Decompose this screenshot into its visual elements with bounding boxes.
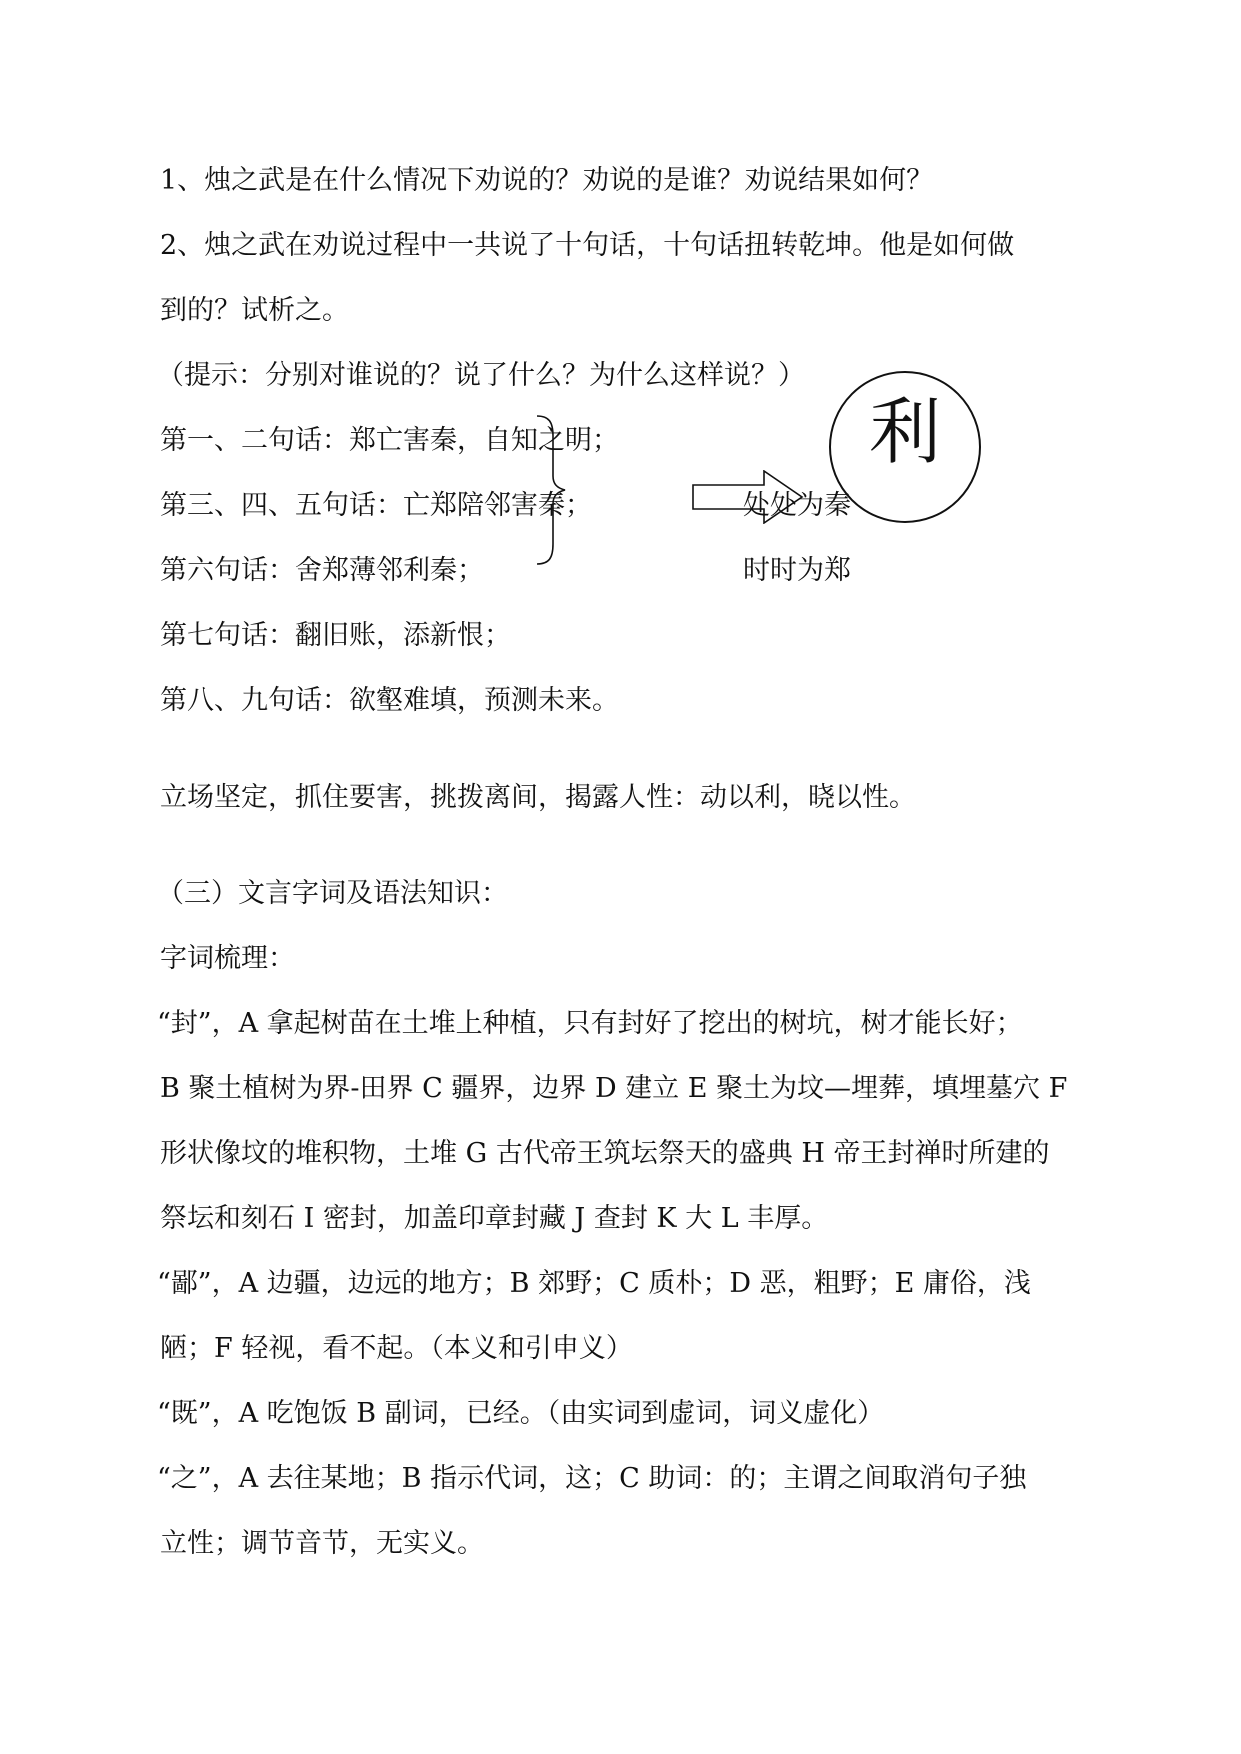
badge-character: 利 — [868, 390, 941, 474]
zhi-line-2: 立性；调节音节，无实义。 — [160, 1528, 484, 1559]
bi-line-2: 陋；F 轻视，看不起。（本义和引申义） — [160, 1333, 633, 1364]
feng-line-4: 祭坛和刻石 I 密封，加盖印章封藏 J 查封 K 大 L 丰厚。 — [160, 1203, 829, 1234]
feng-line-1: “封”，A 拿起树苗在土堆上种植，只有封好了挖出的树坑，树才能长好； — [157, 1008, 1023, 1039]
zhi-line-1: “之”，A 去往某地；B 指示代词，这；C 助词：的；主谓之间取消句子独 — [157, 1463, 1027, 1494]
analysis-sentence-4: 第七句话：翻旧账，添新恨； — [160, 620, 511, 651]
profit-circle-badge — [829, 371, 981, 523]
hint-text: （提示：分别对谁说的？说了什么？为什么这样说？） — [157, 360, 805, 391]
section-3-subheading: 字词梳理： — [160, 943, 295, 974]
curly-brace — [535, 414, 575, 566]
analysis-sentence-5: 第八、九句话：欲壑难填，预测未来。 — [160, 685, 619, 716]
diagram-text-for-zheng: 时时为郑 — [743, 555, 851, 586]
analysis-sentence-2: 第三、四、五句话：亡郑陪邻害秦； — [160, 490, 592, 521]
analysis-sentence-3: 第六句话：舍郑薄邻利秦； — [160, 555, 484, 586]
question-2-line-2: 到的？试析之。 — [160, 295, 349, 326]
bi-line-1: “鄙”，A 边疆，边远的地方；B 郊野；C 质朴；D 恶，粗野；E 庸俗，浅 — [157, 1268, 1031, 1299]
question-1: 1、烛之武是在什么情况下劝说的？劝说的是谁？劝说结果如何？ — [160, 165, 934, 196]
question-2-line-1: 2、烛之武在劝说过程中一共说了十句话，十句话扭转乾坤。他是如何做 — [160, 230, 1015, 261]
summary-text: 立场坚定，抓住要害，挑拨离间，揭露人性：动以利，晓以性。 — [160, 782, 916, 813]
section-3-heading: （三）文言字词及语法知识： — [157, 878, 508, 909]
feng-line-3: 形状像坟的堆积物，土堆 G 古代帝王筑坛祭天的盛典 H 帝王封禅时所建的 — [160, 1138, 1050, 1169]
feng-line-2: B 聚土植树为界-田界 C 疆界，边界 D 建立 E 聚土为坟—埋葬，填埋墓穴 F — [160, 1073, 1068, 1104]
ji-line: “既”，A 吃饱饭 B 副词，已经。（由实词到虚词，词义虚化） — [157, 1398, 885, 1429]
diagram-text-for-qin: 处处为秦 — [743, 490, 851, 521]
analysis-sentence-1: 第一、二句话：郑亡害秦，自知之明； — [160, 425, 619, 456]
